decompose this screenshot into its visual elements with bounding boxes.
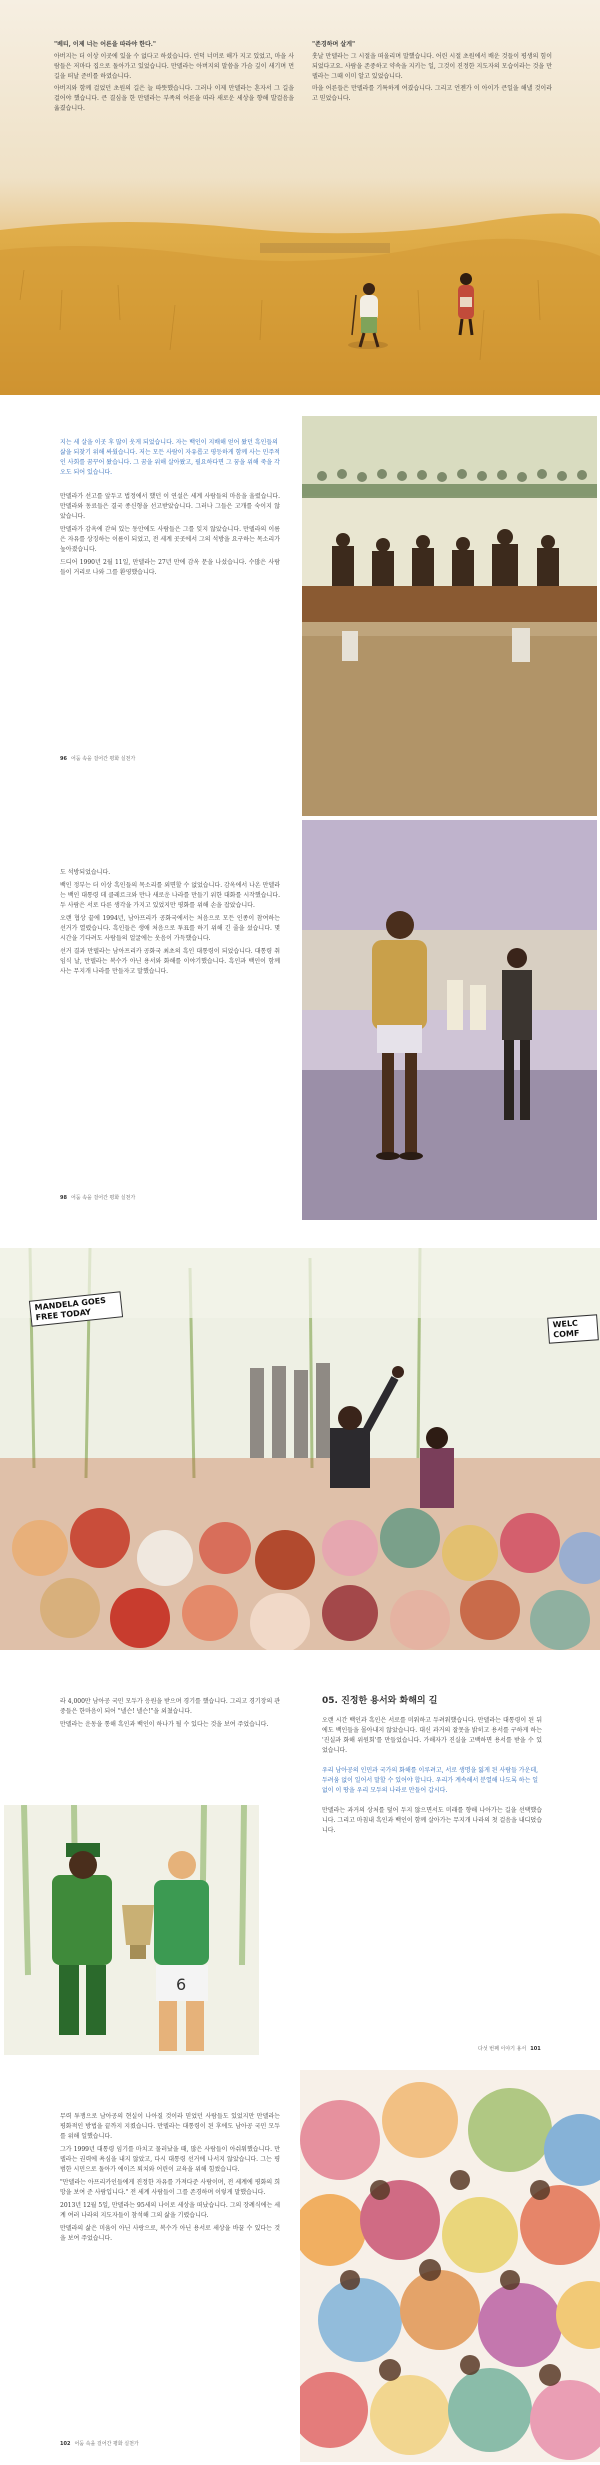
paragraph: 백인 정부는 더 이상 흑인들의 목소리를 외면할 수 없었습니다. 감옥에서 나온 만델라는 백인 대통령 데 클레르크와 만나 새로운 나라를 만들기 위한 대화를 시작했습니다. 두 사람은 서로 다른 생각을 가지고 있었지만 평화를 위해 손을 잡았습니다.	[60, 882, 280, 909]
page-number: 98	[60, 1195, 67, 1201]
crowd-watercolor-illustration	[300, 2070, 600, 2462]
running-title: 어둠 속을 걸어간 평화 실천가	[74, 2441, 139, 2447]
page-footer	[60, 755, 135, 762]
page-reconciliation	[0, 1655, 600, 2065]
quote-blue: 우리 남아공의 인민과 국가의 화해를 이루려고, 서로 생명을 잃게 된 사람들 가운데, 두려움 없이 일어서 말할 수 있어야 합니다. 우리가 계속해서 분열해 나도록 하는 일 없이 이 땅을 우리 모두의 나라로 만들어 갑시다.	[322, 1767, 539, 1794]
running-title: 어둠 속을 걸어간 평화 실천가	[70, 1195, 136, 1201]
page-release	[0, 820, 600, 1230]
paragraph: 2013년 12월 5일, 만델라는 95세의 나이로 세상을 떠났습니다. 그의 장례식에는 세계 여러 나라의 지도자들이 참석해 그의 삶을 기렸습니다.	[60, 2202, 280, 2219]
svg-text:6: 6	[176, 1975, 187, 1994]
paragraph: 오랜 시간 백인과 흑인은 서로를 미워하고 두려워했습니다. 만델라는 대통령이 된 뒤에도 백인들을 몰아내지 않았습니다. 대신 과거의 잘못을 밝히고 용서를 구하게 하는 '진실과 화해 위원회'를 만들었습니다. 가해자가 진실을 고백하면 용서를 받을 수 있었습니다.	[322, 1717, 542, 1754]
paragraph: 아버지와 함께 걸었던 초원의 길은 늘 따뜻했습니다. 그러나 이제 만델라는 혼자서 그 길을 걸어야 했습니다. 큰 결심을 한 만델라는 부족의 어른을 따라 새로운 세상을 향해 발걸음을 옮겼습니다.	[54, 85, 294, 112]
paragraph: 만델라가 선고를 앞두고 법정에서 했던 이 연설은 세계 사람들의 마음을 울렸습니다. 만델라와 동료들은 결국 종신형을 선고받았습니다. 그러나 그들은 고개를 숙이지 않았습니다.	[60, 493, 280, 520]
paragraph: 만델라가 감옥에 갇혀 있는 동안에도 사람들은 그를 잊지 않았습니다. 만델라의 이름은 자유를 상징하는 이름이 되었고, 전 세계 곳곳에서 그의 석방을 요구하는 목소리가 높아졌습니다.	[60, 526, 280, 553]
release-illustration	[302, 820, 597, 1220]
paragraph: 만델라는 과거의 상처를 덮어 두지 않으면서도 미래를 향해 나아가는 길을 선택했습니다. 그리고 마침내 흑인과 백인이 함께 살아가는 무지개 나라의 첫 걸음을 내디뎠습니다.	[322, 1807, 542, 1834]
text-right-column	[322, 1693, 542, 1836]
page-footer	[60, 1194, 135, 1201]
text-top-left	[60, 1697, 280, 1730]
page-rally	[0, 1248, 600, 1650]
left-text-column	[54, 40, 294, 114]
paragraph: 오랜 협상 끝에 1994년, 남아프리카 공화국에서는 처음으로 모든 인종이 참여하는 선거가 열렸습니다. 흑인들은 생애 처음으로 투표를 하기 위해 긴 줄을 섰습니다. 몇 시간을 기다려도 사람들의 얼굴에는 웃음이 가득했습니다.	[60, 915, 280, 942]
paragraph: 아버지는 더 이상 이곳에 있을 수 없다고 하셨습니다. 언덕 너머로 해가 지고 있었고, 마을 사람들은 저마다 집으로 돌아가고 있었습니다. 만델라는 아버지의 말씀을 가슴 깊이 새기며 먼 길을 떠날 준비를 하였습니다.	[54, 53, 294, 80]
right-text-column	[312, 40, 552, 104]
page-number: 102	[60, 2441, 71, 2447]
newspaper-headline: MANDELA GOES FREE TODAY	[29, 1291, 123, 1326]
rugby-trophy-illustration	[4, 1805, 259, 2055]
paragraph: "베티, 이제 너는 어른을 따라야 한다."	[54, 41, 157, 48]
page-legacy	[0, 2068, 600, 2465]
paragraph: 드디어 1990년 2월 11일, 만델라는 27년 만에 감옥 문을 나섰습니다. 수많은 사람들이 거리로 나와 그를 환영했습니다.	[60, 559, 280, 576]
text-column	[60, 868, 280, 977]
courtroom-illustration	[302, 416, 597, 816]
paragraph: 무력 투쟁으로 남아공의 현실이 나아질 것이라 믿었던 사람들도 있었지만 만델라는 평화적인 방법을 끝까지 지켰습니다. 만델라는 대통령이 된 후에도 남아공 국민 모두를 위해 일했습니다.	[60, 2113, 280, 2140]
paragraph: 라 4,000만 남아공 국민 모두가 응원을 받으며 경기를 했습니다. 그리고 경기장의 관중들은 한마음이 되어 "넬슨! 넬슨!"을 외쳤습니다.	[60, 1698, 280, 1715]
quote-blue: 지는 세 살을 이곳 후 많이 웃게 되었습니다. 자는 백인이 지배해 얻어 왔던 흑인들의 삶을 되찾기 위해 싸웠습니다. 저는 모든 사람이 자유롭고 평등하게 함께 사는 민주적인 사회를 꿈꾸어 왔습니다. 그 꿈을 위해 살아왔고, 필요하다면 그 꿈을 위해 죽을 각오도 되어 있습니다.	[60, 439, 280, 476]
text-column	[60, 2112, 280, 2244]
page-number: 101	[530, 2046, 541, 2052]
paragraph: 만델라는 운동을 통해 흑인과 백인이 하나가 될 수 있다는 것을 보여 주었습니다.	[60, 1721, 269, 1728]
paragraph: 도 석방되었습니다.	[60, 869, 111, 876]
text-column	[60, 438, 280, 578]
paragraph: "만델라는 아프리카인들에게 진정한 자유를 가져다준 사람이며, 전 세계에 평화의 희망을 보여 준 사람입니다." 전 세계 사람들이 그를 존경하며 이렇게 말했습니다.	[60, 2179, 280, 2196]
paragraph: 선거 결과 만델라는 남아프리카 공화국 최초의 흑인 대통령이 되었습니다. 대통령 취임식 날, 만델라는 복수가 아닌 용서와 화해를 이야기했습니다. 흑인과 백인이 함께 사는 무지개 나라를 만들자고 말했습니다.	[60, 948, 280, 975]
welcome-banner: WELC COMF	[547, 1314, 599, 1343]
running-title: 어둠 속을 걸어간 평화 실천가	[70, 756, 136, 762]
paragraph: 그가 1999년 대통령 임기를 마치고 물러났을 때, 많은 사람들이 아쉬워했습니다. 만델라는 권력에 욕심을 내지 않았고, 다시 대통령 선거에 나서지 않았습니다. 그는 평범한 시민으로 돌아가 에이즈 퇴치와 어린이 교육을 위해 힘썼습니다.	[60, 2146, 280, 2173]
section-heading: 05. 진정한 용서와 화해의 길	[322, 1696, 438, 1706]
page-footer	[478, 2045, 541, 2052]
page-number: 96	[60, 756, 67, 762]
page-trial	[0, 410, 600, 820]
page-footer	[60, 2440, 139, 2447]
paragraph: 훗날 만델라는 그 시절을 떠올리며 말했습니다. 어린 시절 초원에서 배운 것들이 평생의 힘이 되었다고요. 사람을 존중하고 약속을 지키는 일, 그것이 진정한 지도자의 모습이라는 것을 만델라는 그때 이미 알고 있었습니다.	[312, 53, 552, 80]
running-title: 다섯 번째 이야기 용서	[478, 2046, 527, 2052]
paragraph: 마을 어른들은 만델라를 기특하게 여겼습니다. 그리고 언젠가 이 아이가 큰일을 해낼 것이라고 믿었습니다.	[312, 85, 552, 102]
paragraph: "존경하며 살게"	[312, 41, 356, 48]
spread-savanna	[0, 0, 600, 395]
paragraph: 만델라의 삶은 미움이 아닌 사랑으로, 복수가 아닌 용서로 세상을 바꿀 수 있다는 것을 보여 주었습니다.	[60, 2225, 280, 2242]
